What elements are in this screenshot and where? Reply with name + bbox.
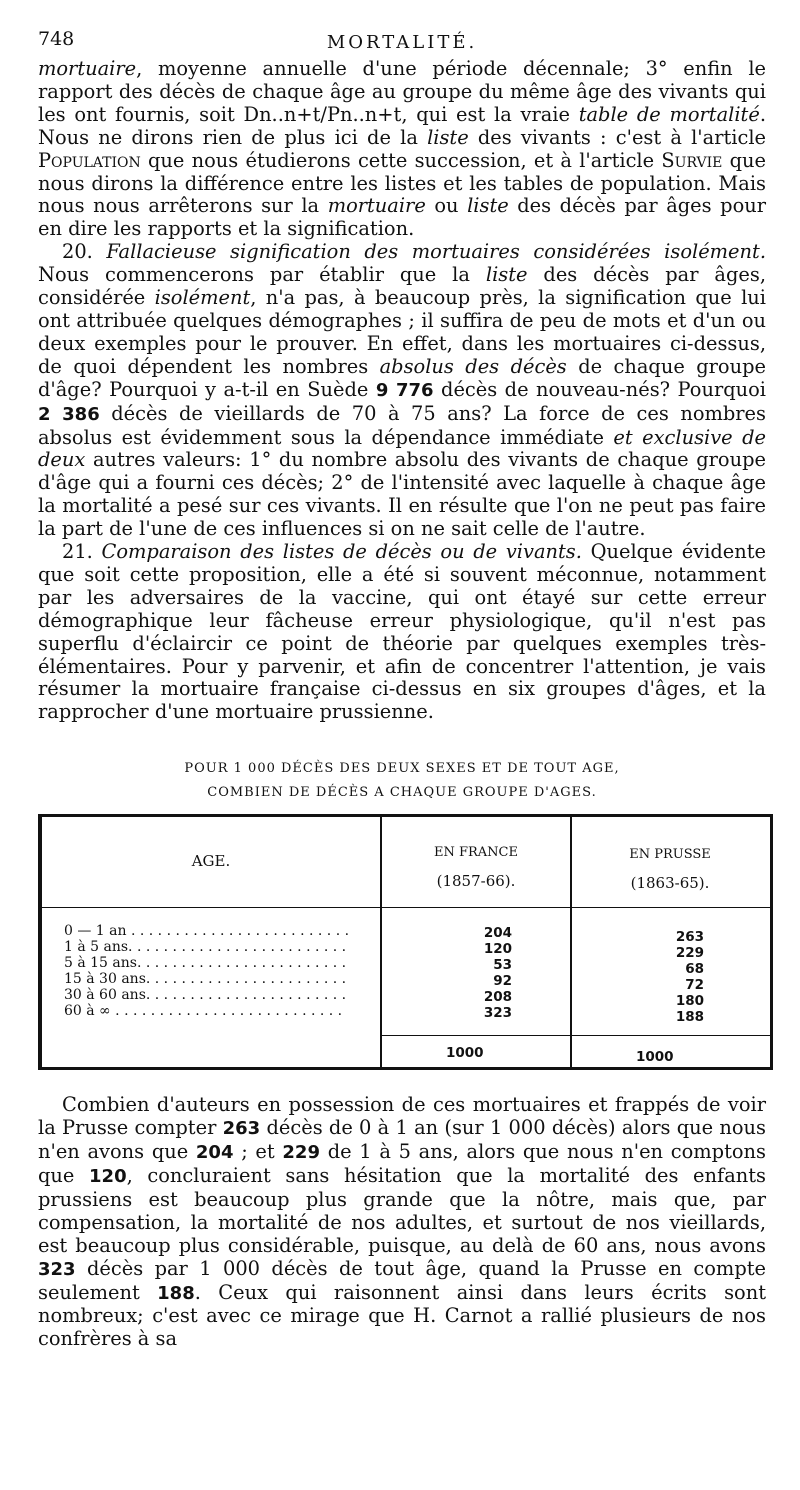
total-prusse: 1000 xyxy=(636,1049,674,1066)
table-caption: POUR 1 000 DÉCÈS DES DEUX SEXES ET DE TOUT AGE, COMBIEN DE DÉCÈS A CHAQUE GROUPE D'AGES. xyxy=(184,761,620,801)
column-header-france: EN FRANCE (1857-66). xyxy=(433,845,518,891)
table-row: 15 à 30 ans. . . . . . . . . . . . . . . . . . . . . . . xyxy=(64,971,347,988)
section-title: Comparaison des listes de décès ou de vivants. xyxy=(101,540,582,564)
total-france: 1000 xyxy=(446,1045,484,1062)
table-row: 1 à 5 ans. . . . . . . . . . . . . . . . . . . . . . . . . xyxy=(64,939,347,956)
table-row: 30 à 60 ans. . . . . . . . . . . . . . . . . . . . . . . xyxy=(64,987,347,1004)
page xyxy=(38,22,766,1351)
age-groups xyxy=(64,923,374,1019)
paragraph-conclusion: Combien d'auteurs en possession de ces mortuaires et frappés de voir la Prusse compter 263 décès de 0 à 1 an (sur 1 000 décès) alors que nous n'en avons que 204 ; et 229 de 1 à 5 ans, alors que nous n'en comptons que 120, concluraient sans hésitation que la mortalité des enfants prussiens est beaucoup plus grande que la nôtre, mais que, par compensation, la mortalité de nos adultes, et surtout de nos vieillards, est beaucoup plus considérable, puisque, au delà de 60 ans, nous avons 323 décès par 1 000 décès de tout âge, quand la Prusse en compte seulement 188. Ceux qui raisonnent ainsi dans leurs écrits sont nombreux; c'est avec ce mirage que H. Carnot a rallié plusieurs de nos confrères à sa xyxy=(38,1093,766,1351)
table-row: 0 — 1 an . . . . . . . . . . . . . . . . . . . . . . . . . xyxy=(64,923,350,940)
paragraph-1: mortuaire, moyenne annuelle d'une période décennale; 3° enfin le rapport des décès de chaque âge au groupe du même âge des vivants qui les ont fournis, soit Dn..n+t/Pn..n+t, qui est la vraie table de mortalité. Nous ne dirons rien de plus ici de la liste des vivants : c'est à l'article Population que nous étudierons cette succession, et à l'article Survie que nous dirons la différence entre les listes et les tables de population. Mais nous nous arrêterons sur la mortuaire ou liste des décès par âges pour en dire les rapports et la signification. xyxy=(38,57,766,241)
page-number: 748 xyxy=(38,28,75,50)
table-row: 5 à 15 ans. . . . . . . . . . . . . . . . . . . . . . . . xyxy=(64,955,347,972)
paragraph-21: 21. Comparaison des listes de décès ou de vivants. Quelque évidente que soit cette proposition, elle a été si souvent méconnue, notamment par les adversaires de la vaccine, qui ont étayé sur cette erreur démographique leur fâcheuse erreur physiologique, qu'il n'est pas superflu d'éclaircir ce point de théorie par quelques exemples très-élémentaires. Pour y parvenir, et afin de concentrer l'attention, je vais résumer la mortuaire française ci-dessus en six groupes d'âges, et la rapprocher d'une mortuaire prussienne. xyxy=(38,540,766,724)
page-header xyxy=(38,22,766,58)
table-row: 60 à ∞ . . . . . . . . . . . . . . . . . . . . . . . . . . xyxy=(64,1003,343,1020)
column-header-prusse: EN PRUSSE (1863-65). xyxy=(629,847,711,893)
prusse-values: 263 229 68 72 180 188 xyxy=(675,929,704,1026)
paragraph-20: 20. Fallacieuse signification des mortuaires considérées isolément. Nous commencerons par établir que la liste des décès par âges, considérée isolément, n'a pas, à beaucoup près, la signification que lui ont attribuée quelques démographes ; il suffira de peu de mots et d'un ou deux exemples pour le prouver. En effet, dans les mortuaires ci-dessus, de quoi dépendent les nombres absolus des décès de chaque groupe d'âge? Pourquoi y a-t-il en Suède 9 776 décès de nouveau-nés? Pourquoi 2 386 décès de vieillards de 70 à 75 ans? La force de ces nombres absolus est évidemment sous la dépendance immédiate et exclusive de deux autres valeurs: 1° du nombre absolu des vivants de chaque groupe d'âge qui a fourni ces décès; 2° de l'intensité avec laquelle à chaque âge la mortalité a pesé sur ces vivants. Il en résulte que l'on ne peut pas faire la part de l'une de ces influences si on ne sait celle de l'autre. xyxy=(38,240,766,541)
section-title: Fallacieuse signification des mortuaires considérées isolément. xyxy=(106,240,766,264)
france-values: 204 120 53 92 208 323 xyxy=(483,925,512,1022)
mortality-table xyxy=(38,814,773,1070)
running-head: MORTALITÉ. xyxy=(326,32,478,53)
column-header-age: AGE. xyxy=(191,852,231,871)
